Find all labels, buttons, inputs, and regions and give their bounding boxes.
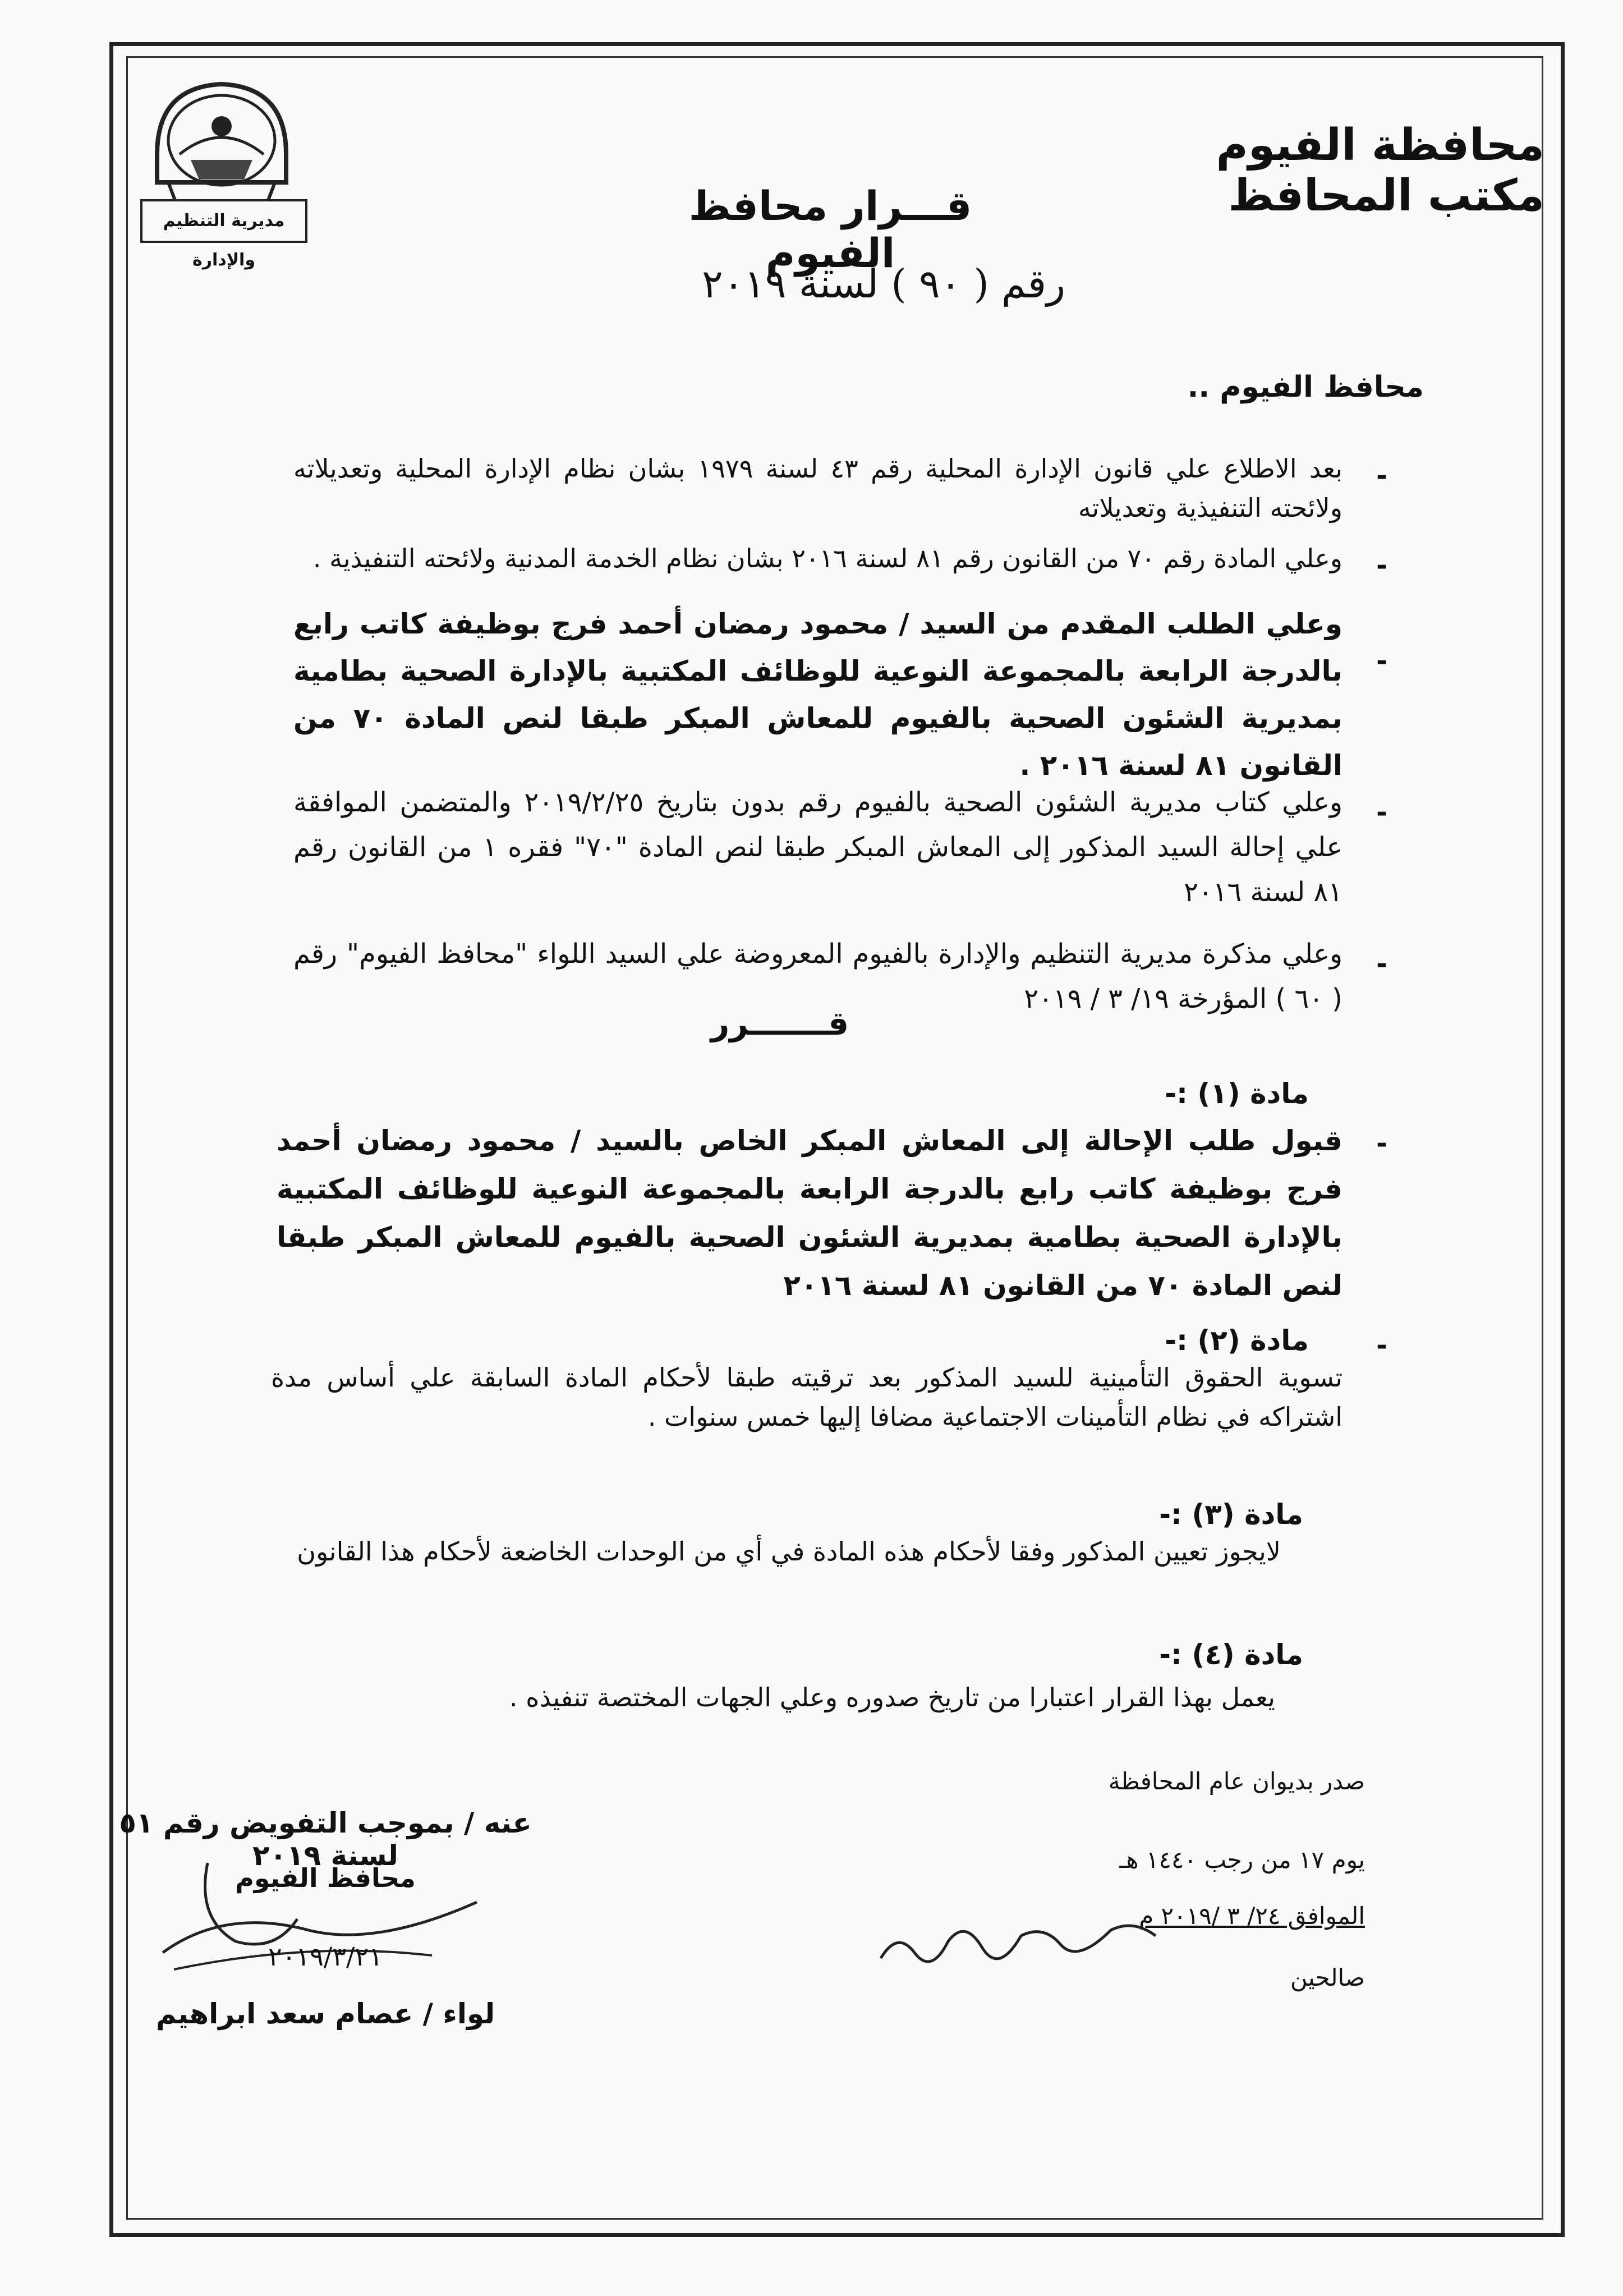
- signature-date: ٢٠١٩/٣/٢١: [268, 1941, 383, 1972]
- bullet-dash: -: [1376, 1330, 1387, 1361]
- preamble-item: وعلي كتاب مديرية الشئون الصحية بالفيوم رقم بدون بتاريخ ٢٠١٩/٢/٢٥ والمتضمن الموافقة علي إحالة السيد المذكور إلى المعاش المبكر طبقا لنص المادة "٧٠" فقره ١ من القانون رقم ٨١ لسنة ٢٠١٦: [293, 787, 1343, 908]
- issuance-hijri-date: يوم ١٧ من رجب ١٤٤٠ هـ: [1119, 1846, 1365, 1873]
- decree-title: قـــرار محافظ الفيوم: [688, 182, 972, 277]
- article-4-title: مادة (٤) :-: [1159, 1638, 1303, 1671]
- article-3-body: لايجوز تعيين المذكور وفقا لأحكام هذه المادة في أي من الوحدات الخاضعة لأحكام هذا القانون: [297, 1536, 1281, 1567]
- article-1-body: قبول طلب الإحالة إلى المعاش المبكر الخاص بالسيد / محمود رمضان أحمد فرج بوظيفة كاتب رابع بالدرجة الرابعة بالمجموعة النوعية للوظائف المكتبية بالإدارة الصحية بطامية بمديرية الشئون الصحية بالفيوم للمعاش المبكر طبقا لنص المادة ٧٠ من القانون ٨١ لسنة ٢٠١٦: [277, 1124, 1342, 1302]
- article-1-title: مادة (١) :-: [1165, 1077, 1309, 1110]
- bullet-dash: -: [1376, 1128, 1387, 1159]
- article-3-title: مادة (٣) :-: [1159, 1498, 1303, 1531]
- governorate-name: محافظة الفيوم: [1216, 120, 1544, 171]
- preamble-item: وعلي المادة رقم ٧٠ من القانون رقم ٨١ لسنة ٢٠١٦ بشان نظام الخدمة المدنية ولائحته التنفيذية .: [312, 543, 1342, 573]
- signatory-name: لواء / عصام سعد ابراهيم: [155, 1997, 495, 2030]
- letterhead: [1216, 121, 1544, 221]
- article-2-title: مادة (٢) :-: [1165, 1324, 1309, 1357]
- bullet-dash: -: [1376, 948, 1387, 980]
- bullet-dash: -: [1376, 550, 1387, 581]
- preamble-item: بعد الاطلاع علي قانون الإدارة المحلية رقم ٤٣ لسنة ١٩٧٩ بشان نظام الإدارة المحلية وتعديلاته ولائحته التنفيذية وتعديلاته: [293, 453, 1343, 523]
- signatory-title: محافظ الفيوم: [235, 1863, 416, 1893]
- delegation-line: عنه / بموجب التفويض رقم ٥١ لسنة ٢٠١٩: [119, 1807, 532, 1872]
- issuance-gregorian-date: الموافق ٢٤/ ٣ /٢٠١٩ م: [1139, 1902, 1365, 1930]
- reviewer-signature-icon: [875, 1897, 1167, 1975]
- issuance-place: صدر بديوان عام المحافظة: [1108, 1767, 1365, 1795]
- preamble-item: وعلي الطلب المقدم من السيد / محمود رمضان أحمد فرج بوظيفة كاتب رابع بالدرجة الرابعة بالمجموعة النوعية للوظائف المكتبية بالإدارة الصحية بطامية بمديرية الشئون الصحية بالفيوم للمعاش المبكر طبقا لنص المادة ٧٠ من القانون ٨١ لسنة ٢٠١٦ .: [293, 608, 1342, 782]
- bullet-dash: -: [1376, 797, 1387, 828]
- office-name: مكتب المحافظ: [1228, 170, 1544, 221]
- addressee: محافظ الفيوم ..: [1187, 370, 1424, 404]
- issuance-footer-name: صالحين: [1290, 1964, 1365, 1991]
- preamble-item: وعلي مذكرة مديرية التنظيم والإدارة بالفيوم المعروضة علي السيد اللواء "محافظ الفيوم" رقم ( ٦٠ ) المؤرخة ١٩/ ٣ / ٢٠١٩: [293, 938, 1342, 1014]
- bullet-dash: -: [1376, 460, 1387, 492]
- decided-heading: قـــــــرر: [710, 1004, 849, 1043]
- article-2-body: تسوية الحقوق التأمينية للسيد المذكور بعد ترقيته طبقا لأحكام المادة السابقة علي أساس مدة اشتراكه في نظام التأمينات الاجتماعية مضافا إليها خمس سنوات .: [271, 1362, 1342, 1432]
- decree-number: رقم ( ٩٠ ) لسنة ٢٠١٩: [702, 261, 1065, 307]
- bullet-dash: -: [1376, 645, 1387, 677]
- article-4-body: يعمل بهذا القرار اعتبارا من تاريخ صدوره وعلي الجهات المختصة تنفيذه .: [509, 1682, 1275, 1712]
- seal-caption: مديرية التنظيم والإدارة: [140, 199, 307, 243]
